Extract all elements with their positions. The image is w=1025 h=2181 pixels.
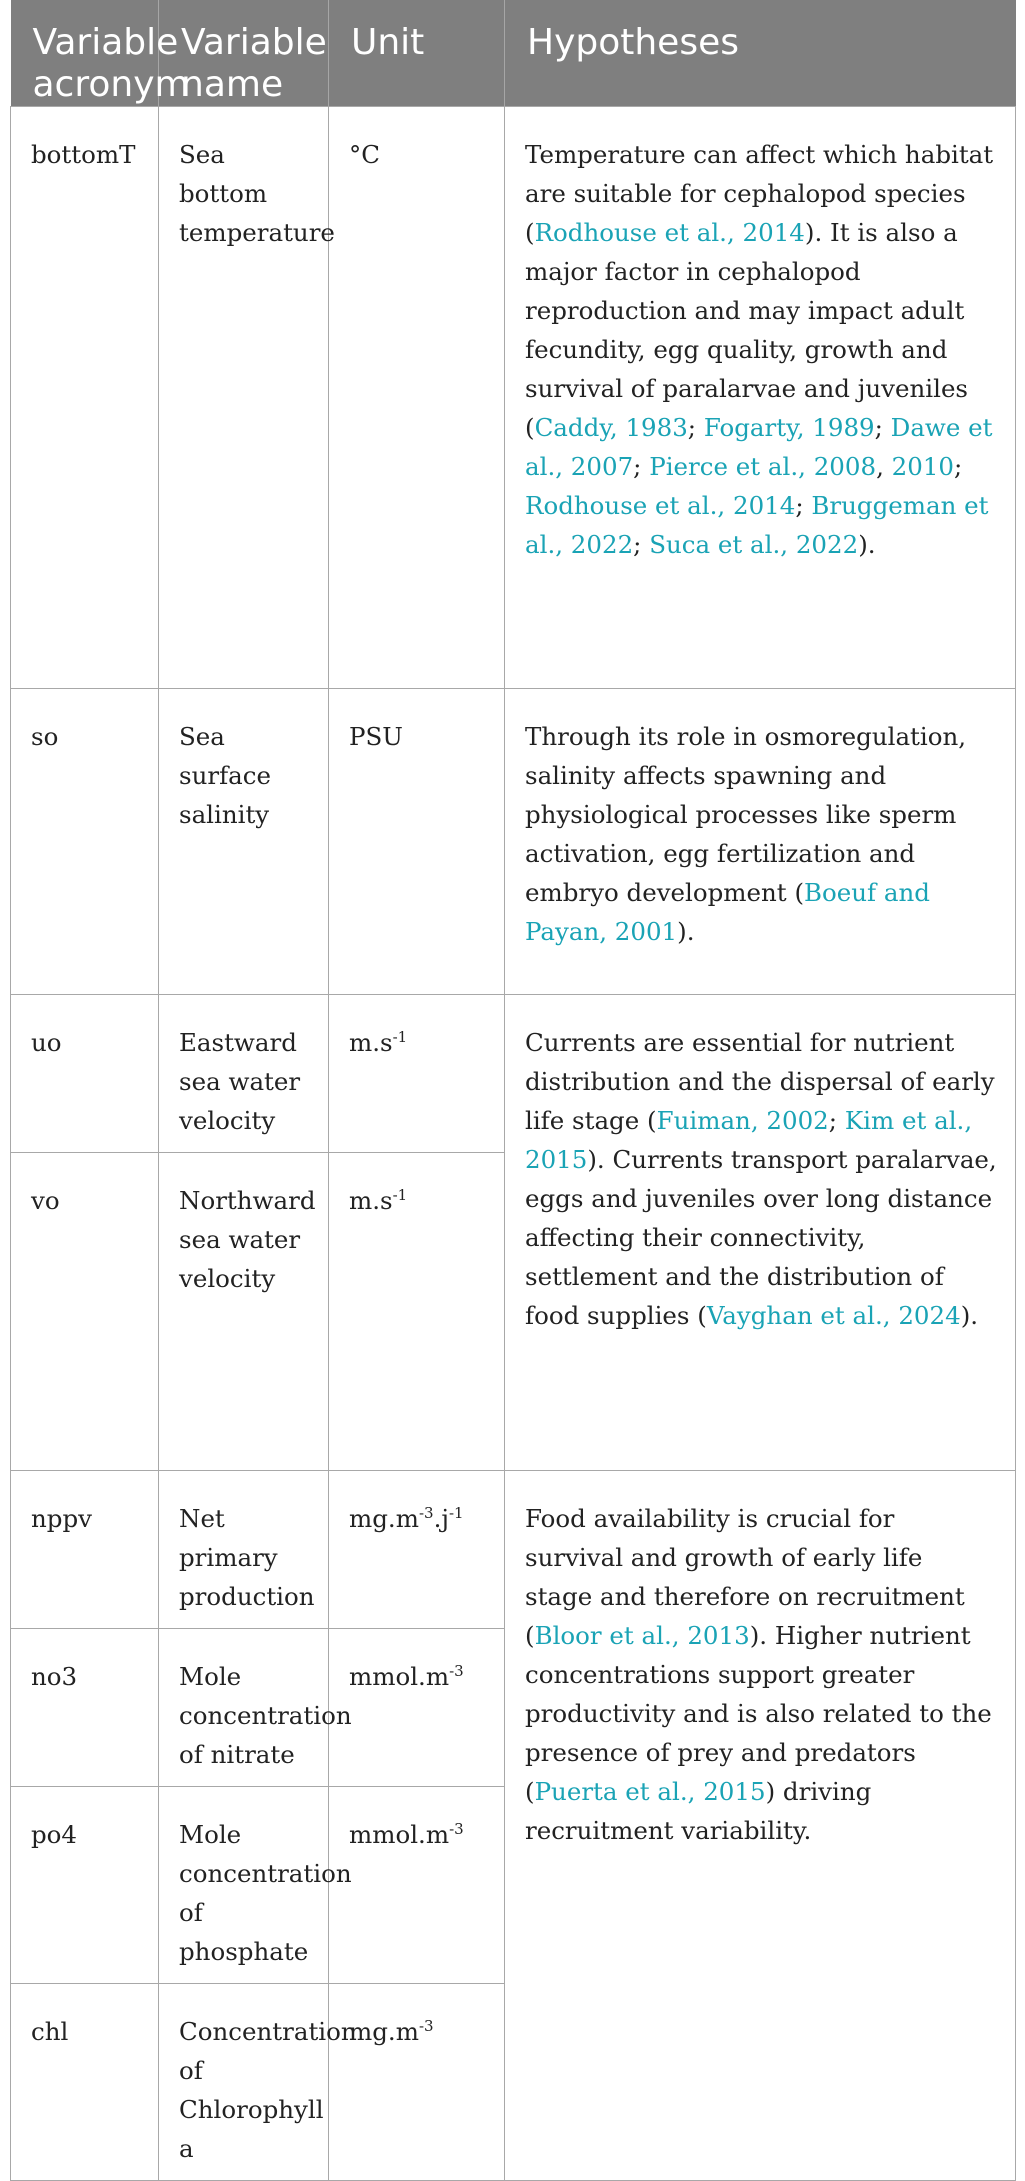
citation-link[interactable]: Kim et al., 2015 — [525, 1106, 973, 1174]
name-cell: Concentration of Chlorophyll a — [159, 1984, 329, 2181]
acronym-cell: no3 — [11, 1629, 159, 1787]
hypothesis-cell — [505, 995, 1016, 1471]
hypothesis-cell — [505, 689, 1016, 995]
name-cell: Mole concentration of nitrate — [159, 1629, 329, 1787]
unit-cell — [329, 1471, 505, 1629]
acronym-cell: uo — [11, 995, 159, 1153]
table-row — [11, 107, 1016, 689]
citation-link[interactable]: 2010 — [891, 452, 954, 481]
header-hypotheses: Hypotheses — [505, 0, 1016, 107]
hypothesis-text: Currents are essential for nutrient distribution and the dispersal of early life stage ( — [525, 1028, 995, 1135]
unit-cell — [329, 1984, 505, 2181]
acronym-cell: po4 — [11, 1787, 159, 1984]
separator: , — [876, 452, 892, 481]
separator: ; — [795, 491, 812, 520]
table-row — [11, 1471, 1016, 1629]
hypothesis-text: ). It is also a major factor in cephalopod reproduction and may impact adult fecundity, egg quality, growth and survival of paralarvae and juveniles ( — [525, 218, 969, 442]
separator: ; — [633, 452, 650, 481]
unit-cell — [329, 1787, 505, 1984]
variable-name: Sea bottom temperature — [179, 140, 335, 247]
citation-link[interactable]: Puerta et al., 2015 — [534, 1777, 766, 1806]
hypothesis-text: Through its role in osmoregulation, salinity affects spawning and physiological processes like sperm activation, egg fertilization and embryo development ( — [525, 722, 967, 907]
separator: ; — [874, 413, 891, 442]
unit-base: mg.m — [349, 1504, 419, 1533]
hypothesis-text: ). — [960, 1301, 979, 1330]
citation-link[interactable]: Suca et al., 2022 — [649, 530, 859, 559]
citation-link[interactable]: Rodhouse et al., 2014 — [534, 218, 805, 247]
citation-link[interactable]: Dawe et al., 2007 — [525, 413, 993, 481]
unit-exponent: -1 — [392, 1186, 408, 1204]
unit-exponent: -1 — [448, 1504, 464, 1522]
citation-link[interactable]: Vayghan et al., 2024 — [706, 1301, 961, 1330]
acronym-cell: nppv — [11, 1471, 159, 1629]
unit-base: m.s — [349, 1186, 393, 1215]
unit-exponent: -3 — [449, 1820, 464, 1838]
hypothesis-cell — [505, 1471, 1016, 2181]
name-cell: Sea surface salinity — [159, 689, 329, 995]
citation-link[interactable]: Fogarty, 1989 — [703, 413, 875, 442]
header-row — [11, 0, 1016, 107]
citation-link[interactable]: Boeuf and Payan, 2001 — [525, 878, 930, 946]
name-cell: Eastward sea water velocity — [159, 995, 329, 1153]
citation-link[interactable]: Caddy, 1983 — [534, 413, 688, 442]
hypothesis-text: ). Higher nutrient concentrations support greater productivity and is also related to the presence of prey and predators ( — [525, 1621, 992, 1806]
acronym-cell: so — [11, 689, 159, 995]
citation-link[interactable]: Rodhouse et al., 2014 — [525, 491, 796, 520]
unit-base: mmol.m — [349, 1820, 450, 1849]
name-cell — [159, 107, 335, 689]
acronym-cell: chl — [11, 1984, 159, 2181]
unit-base: mg.m — [349, 2017, 419, 2046]
citation-link[interactable]: Fuiman, 2002 — [656, 1106, 829, 1135]
unit-exponent: -3 — [418, 2017, 434, 2035]
hypothesis-text: Food availability is crucial for survival and growth of early life stage and therefore on recruitment ( — [525, 1504, 965, 1650]
unit-cell — [329, 1629, 505, 1787]
citation-link[interactable]: Bruggeman et al., 2022 — [525, 491, 989, 559]
header-unit: Unit — [329, 0, 505, 107]
unit-cell: PSU — [329, 689, 505, 995]
name-cell — [159, 1471, 329, 1629]
header-acronym: Variable acronym — [11, 0, 159, 107]
hypothesis-text: Temperature can affect which habitat are suitable for cephalopod species ( — [525, 140, 994, 247]
unit-cell: °C — [329, 107, 505, 689]
unit-exponent: -3 — [418, 1504, 434, 1522]
unit-base: m.s — [349, 1028, 393, 1057]
acronym-cell: vo — [11, 1153, 159, 1471]
separator: ; — [828, 1106, 845, 1135]
hypothesis-text: ). — [677, 917, 695, 946]
citation-link[interactable]: Bloor et al., 2013 — [534, 1621, 750, 1650]
separator: ; — [954, 452, 963, 481]
acronym-cell: bottomT — [11, 107, 159, 689]
separator: ; — [633, 530, 650, 559]
citation-link[interactable]: Pierce et al., 2008 — [649, 452, 877, 481]
unit-cell — [329, 995, 505, 1153]
separator: ; — [687, 413, 704, 442]
variable-name: Net primary production — [179, 1504, 315, 1611]
unit-mid: .j — [433, 1504, 449, 1533]
name-cell: Mole concentration of phosphate — [159, 1787, 329, 1984]
unit-exponent: -1 — [392, 1028, 408, 1046]
table-row — [11, 995, 1016, 1153]
unit-base: mmol.m — [349, 1662, 450, 1691]
name-cell: Northward sea water velocity — [159, 1153, 329, 1471]
hypothesis-text: ) driving recruitment variability. — [525, 1777, 872, 1845]
hypothesis-text: ). — [858, 530, 876, 559]
hypothesis-text: ). Currents transport paralarvae, eggs and juveniles over long distance affecting their connectivity, settlement and the distribution of food supplies ( — [525, 1145, 997, 1330]
hypothesis-cell — [505, 107, 1016, 689]
unit-cell — [329, 1153, 505, 1471]
header-name: Variable name — [159, 0, 329, 107]
variables-table — [10, 0, 1016, 2181]
table-row — [11, 689, 1016, 995]
unit-exponent: -3 — [449, 1662, 464, 1680]
